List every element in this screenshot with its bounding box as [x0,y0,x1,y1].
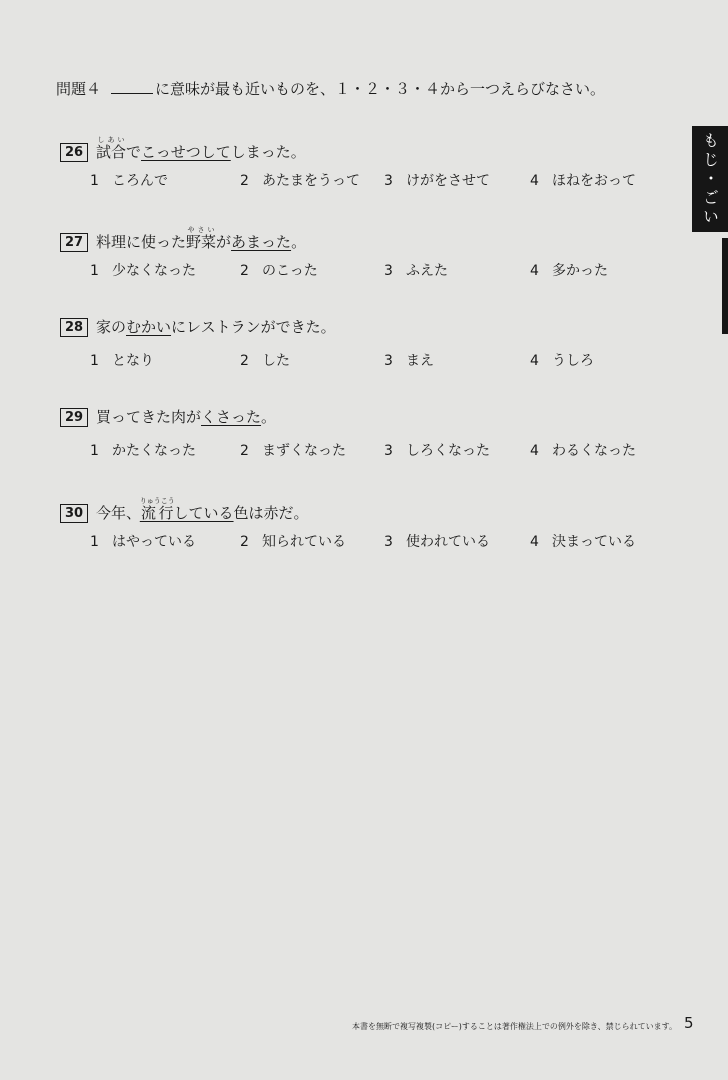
question-fragment: 今年、 [96,504,142,522]
question-text [60,406,660,428]
option-text: うしろ [552,353,594,369]
answer-option-4[interactable] [530,170,636,190]
answer-option-3[interactable] [384,440,490,460]
option-number: 1 [90,534,99,550]
option-number: 3 [384,534,393,550]
answer-option-1[interactable] [90,170,168,190]
option-text: ころんで [112,173,168,189]
question-text [60,136,660,161]
answer-options [90,260,670,282]
option-number: 2 [240,263,249,279]
answer-option-2[interactable] [240,170,360,190]
option-number: 4 [530,353,539,369]
answer-options [90,170,670,192]
option-text: した [262,353,290,369]
furigana: しあい [96,136,127,144]
instruction-text: に意味が最も近いものを、１・２・３・４から一つえらびなさい。 [155,80,606,98]
answer-option-4[interactable] [530,260,608,280]
answer-option-2[interactable] [240,260,318,280]
option-number: 3 [384,353,393,369]
blank-underline [111,93,153,94]
option-text: あたまをうって [262,173,360,189]
question-number-box: 29 [60,408,88,427]
section-side-tab: もじ・ごい [692,126,728,232]
question-text [60,226,660,251]
target-word: くさった [201,408,262,426]
question-fragment: 色は赤だ。 [233,504,309,522]
question-fragment: 買ってきた肉が [96,408,202,426]
question-29 [60,406,660,459]
answer-option-3[interactable] [384,350,434,370]
option-number: 1 [90,173,99,189]
answer-option-3[interactable] [384,170,490,190]
answer-option-3[interactable] [384,531,490,551]
question-text [60,497,660,522]
target-word: している [173,504,234,522]
question-fragment: 家の [96,318,127,336]
option-number: 3 [384,443,393,459]
option-text: けがをさせて [406,173,490,189]
option-number: 2 [240,534,249,550]
option-text: 少なくなった [112,263,196,279]
option-number: 3 [384,173,393,189]
question-28 [60,316,660,369]
kanji-with-furigana [139,497,175,522]
option-number: 1 [90,353,99,369]
option-number: 2 [240,443,249,459]
option-text: かたくなった [112,443,196,459]
question-fragment: 。 [291,233,307,251]
answer-option-4[interactable] [530,350,594,370]
answer-option-1[interactable] [90,350,154,370]
problem-label: 問題４ [56,80,102,98]
side-tab-edge [722,238,728,334]
instruction-line [56,78,605,99]
question-fragment: で [126,143,142,161]
option-text: のこった [262,263,318,279]
target-word: あまった [231,233,292,251]
option-number: 3 [384,263,393,279]
question-number-box: 28 [60,318,88,337]
option-number: 4 [530,534,539,550]
option-text: まずくなった [262,443,346,459]
answer-options [90,440,670,462]
question-30 [60,497,660,550]
question-number-box: 30 [60,504,88,523]
question-fragment: にレストランができた。 [171,318,336,336]
answer-option-4[interactable] [530,531,636,551]
kanji-base: 流行 [139,504,175,522]
question-fragment: 料理に使った [96,233,187,251]
question-26 [60,136,660,189]
furigana: りゅうこう [139,497,175,505]
option-number: 4 [530,443,539,459]
answer-options [90,350,670,372]
option-number: 1 [90,443,99,459]
kanji-with-furigana [96,136,127,161]
answer-option-2[interactable] [240,350,290,370]
option-text: 知られている [262,534,346,550]
answer-options [90,531,670,553]
question-27 [60,226,660,279]
question-fragment: しまった。 [230,143,306,161]
option-text: 多かった [552,263,608,279]
option-text: ふえた [406,263,448,279]
option-text: はやっている [112,534,196,550]
question-number-box: 26 [60,143,88,162]
answer-option-4[interactable] [530,440,636,460]
option-text: となり [112,353,154,369]
target-word: こっせつして [141,143,231,161]
copyright-notice: 本書を無断で複写複製(コピー)することは著作権法上での例外を除き、禁じられています。 [352,1022,677,1031]
furigana: やさい [186,226,217,234]
option-text: しろくなった [406,443,490,459]
option-text: わるくなった [552,443,636,459]
option-text: 決まっている [552,534,636,550]
option-number: 4 [530,263,539,279]
question-text [60,316,660,338]
option-number: 2 [240,173,249,189]
answer-option-3[interactable] [384,260,448,280]
question-fragment: 。 [261,408,277,426]
answer-option-1[interactable] [90,440,196,460]
answer-option-1[interactable] [90,531,196,551]
option-text: 使われている [406,534,490,550]
page-number: 5 [684,1014,694,1032]
question-number-box: 27 [60,233,88,252]
kanji-base: 試合 [96,143,127,161]
option-number: 1 [90,263,99,279]
answer-option-1[interactable] [90,260,196,280]
kanji-with-furigana [186,226,217,251]
target-word: むかい [126,318,172,336]
question-fragment: が [216,233,232,251]
option-text: ほねをおって [552,173,636,189]
option-number: 2 [240,353,249,369]
option-text: まえ [406,353,434,369]
answer-option-2[interactable] [240,531,346,551]
answer-option-2[interactable] [240,440,346,460]
option-number: 4 [530,173,539,189]
kanji-base: 野菜 [186,233,217,251]
